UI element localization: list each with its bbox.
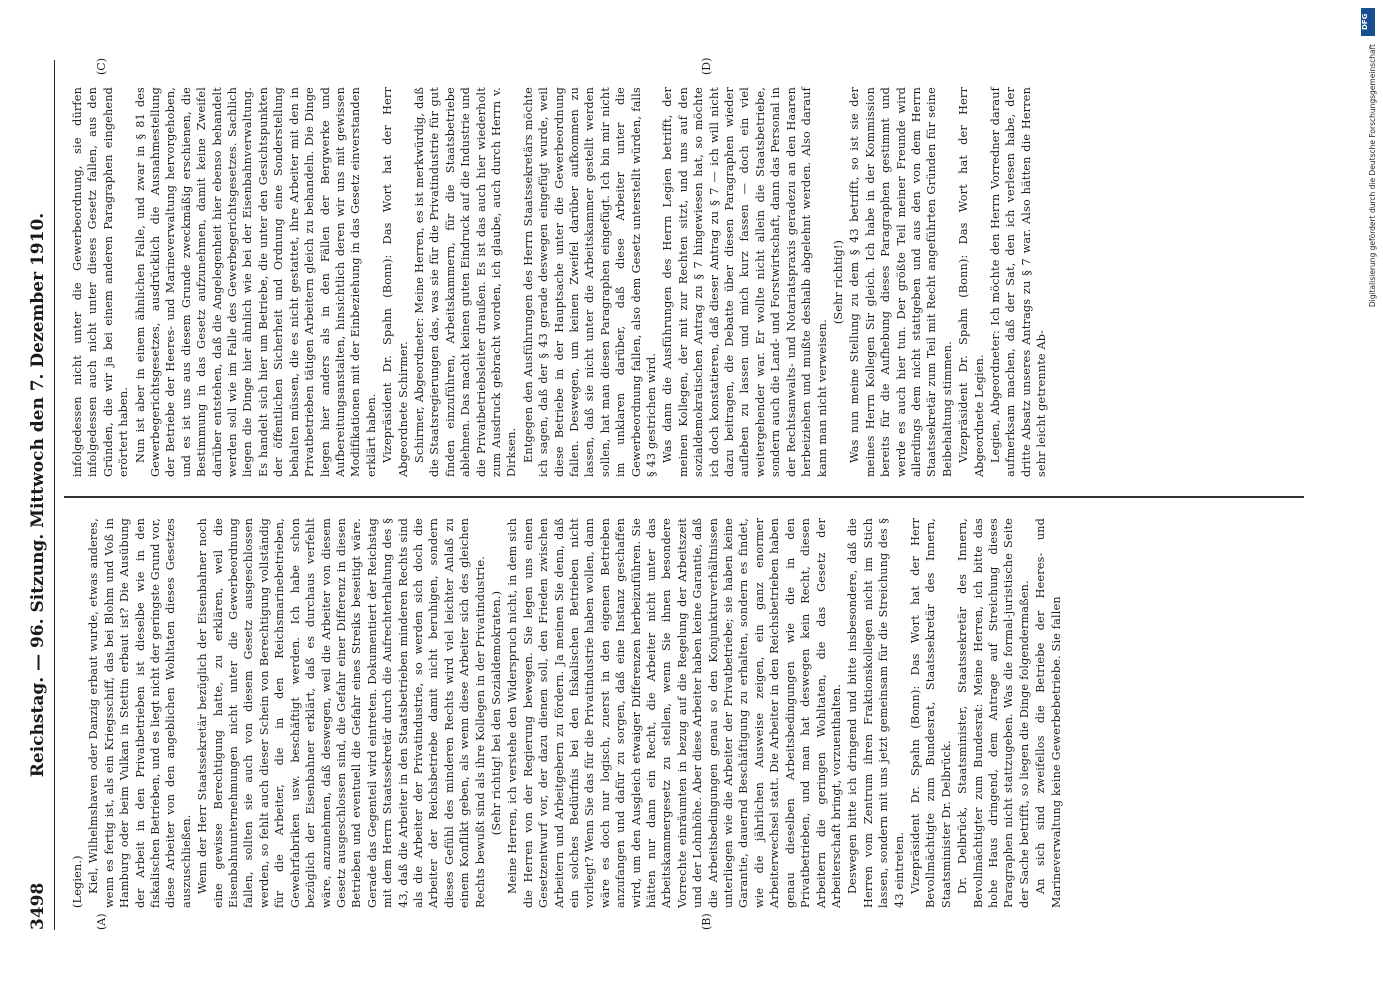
paragraph: Kiel, Wilhelmshaven oder Danzig erbaut wurde, etwas anderes, wenn es fertig ist, als ein Kriegsschiff, das bei Blohm und Voß in Hamburg oder beim Vulkan in Stettin erbaut ist? Die Ausübung der Arbeit in den Privatbetrieben ist dieselbe wie in den fiskalischen Betrieben, und es liegt nicht der geringste Grund vor, diese Arbeiter von den angeblichen Wohltaten dieses Gesetzes auszuschließen. <box>87 518 193 908</box>
paragraph: Vizepräsident Dr. Spahn (Bonn): Das Wort hat der Herr Abgeordnete Schirmer. <box>381 87 410 477</box>
paragraph: Wenn der Herr Staatssekretär bezüglich der Eisenbahner noch eine gewisse Berechtigung hatte, zu erklären, weil die Eisenbahnunternehmungen nicht unter die Gewerbeordnung fallen, sollten sie auch von diesem Gesetz ausgeschlossen werden, so fehlt auch dieser Schein von Berechtigung vollständig für die Arbeiter, die in den Reichsmarinebetrieben, Gewehrfabriken usw. beschäftigt werden. Ich habe schon bezüglich der Eisenbahner erklärt, daß es durchaus verfehlt wäre, anzunehmen, daß deswegen, weil die Arbeiter von diesem Gesetz ausgeschlossen sind, die Gefahr einer Differenz in diesen Betrieben und eventuell die Gefahr eines Streiks beseitigt wäre. Gerade das Gegenteil wird eintreten. Dokumentiert der Reichstag mit dem Herrn Staatssekretär durch die Aufrechterhaltung des § 43, daß die Arbeiter in den Staatsbetrieben minderen Rechts sind als die Arbeiter der Privatindustrie, so werden sich doch die Arbeiter der Reichsbetriebe damit nicht beruhigen, sondern dieses Gefühl des minderen Rechts wird viel leichter Anlaß zu einem Konflikt geben, als wenn diese Arbeiter sich des gleichen Rechts bewußt sind als ihre Kollegen in der Privatindustrie. <box>196 518 487 908</box>
margin-marker-c: (C) <box>95 58 108 75</box>
paragraph: Entgegen den Ausführungen des Herrn Staatssekretärs möchte ich sagen, daß der § 43 gerade deswegen eingefügt wurde, weil diese Betriebe in der Hauptsache unter die Gewerbeordnung fallen. Deswegen, um keinen Zweifel darüber aufkommen zu lassen, daß sie nicht unter die Arbeitskammer gestellt werden sollen, hat man diesen Paragraphen eingefügt. Ich bin mir nicht im unklaren darüber, daß diese Arbeiter unter die Gewerbeordnung fallen, also dem Gesetz unterstellt würden, falls § 43 gestrichen wird. <box>521 87 659 477</box>
paragraph: Legien, Abgeordneter: Ich möchte den Herrn Vorredner darauf aufmerksam machen, daß der Sat, den ich verlesen habe, der dritte Absatz unseres Antrags zu § 7 war. Also hätten die Herren sehr leicht getrennte Ab- <box>988 87 1049 477</box>
text-column-right <box>70 87 1051 477</box>
paragraph: Deswegen bitte ich dringend und bitte insbesondere, daß die Herren vom Zentrum ihren Fraktionskollegen nicht im Stich lassen, sondern mit uns jetzt gemeinsam für die Streichung des § 43 eintreten. <box>846 518 906 908</box>
paragraph: Was nun meine Stellung zu dem § 43 betrifft, so ist sie der meines Herrn Kollegen Sir gleich. Ich habe in der Kommission bereits für die Aufhebung dieses Paragraphen gestimmt und werde es auch hier tun. Der größte Teil meiner Freunde wird allerdings dem nicht stattgeben und aus den von dem Herrn Staatssekretär zum Teil mit Recht angeführten Gründen für seine Beibehaltung stimmen. <box>848 87 954 477</box>
page-title: Reichstag. — 96. Sitzung. Mittwoch den 7. Dezember 1910. <box>28 212 48 778</box>
interjection: (Sehr richtig!) <box>831 239 845 325</box>
paragraph: Nun ist aber in einem ähnlichen Falle, und zwar in § 81 des Gewerbegerichtsgesetzes, ausdrücklich die Ausnahmestellung der Betriebe der Heeres- und Marineverwaltung hervorgehoben, und es ist uns aus diesem Grunde zweckmäßig erschienen, die Bestimmung in das Gesetz aufzunehmen, damit keine Zweifel darüber entstehen, daß die Angelegenheit hier ebenso behandelt werden soll wie im Falle des Gewerbegerichtsgesetzes. Sachlich liegen die Dinge hier ähnlich wie bei der Eisenbahnverwaltung. Es handelt sich hier um Betriebe, die unter den Gesichtspunkten der öffentlichen Sicherheit und Ordnung eine Sonderstellung behalten müssen, die es nicht gestattet, ihre Arbeiter mit den in Privatbetrieben tätigen Arbeitern gleich zu behandeln. Die Dinge liegen hier anders als in den Fällen der Bergwerke und Aufbereitungsanstalten, hinsichtlich deren wir uns mit gewissen Modifikationen mit der Einbeziehung in das Gesetz einverstanden erklärt haben. <box>133 87 378 477</box>
paragraph: Vizepräsident Dr. Spahn (Bonn): Das Wort hat der Herr Bevollmächtigte zum Bundesrat, Staatssekretär des Innern, Staatsminister Dr. Delbrück. <box>908 518 953 908</box>
margin-marker-a: (A) <box>95 913 108 930</box>
margin-marker-b: (B) <box>700 913 713 930</box>
paragraph: Meine Herren, ich verstehe den Widerspruch nicht, in dem sich die Herren von der Regierung bewegen. Sie legen uns einen Gesetzentwurf vor, der dazu dienen soll, den Frieden zwischen Arbeitern und Arbeitgebern zu fördern. Ja meinen Sie denn, daß ein solches Bedürfnis bei den fiskalischen Betrieben nicht vorliegt? Wenn Sie das für die Privatindustrie haben wollen, dann wäre es doch nur logisch, zuerst in den eigenen Betrieben anzufangen und dafür zu sorgen, daß eine Instanz geschaffen wird, um den Ausgleich etwaiger Differenzen herbeizuführen. Sie hätten nur dann ein Recht, die Arbeiter nicht unter das Arbeitskammergesetz zu stellen, wenn Sie ihnen besondere Vorrechte einräumten in bezug auf die Regelung der Arbeitszeit und der Lohnhöhe. Aber diese Arbeiter haben keine Garantie, daß die Arbeitsbedingungen genau so den Konjunkturverhältnissen unterliegen wie die Arbeiter der Privatbetriebe; sie haben keine Garantie, dauernd Beschäftigung zu erhalten, sondern es findet, wie die jährlichen Ausweise zeigen, ein ganz enormer Arbeiterwechsel statt. Die Arbeiter in den Reichsbetrieben haben genau dieselben Arbeitsbedingungen wie die in den Privatbetrieben, und man hat deswegen kein Recht, diesen Arbeitern die geringen Wohltaten, die das Gesetz der Arbeiterschaft bringt, vorzuenthalten. <box>506 518 843 908</box>
paragraph: An sich sind zweifellos die Betriebe der Heeres- und Marineverwaltung keine Gewerbebetriebe. Sie fallen <box>1034 518 1063 908</box>
paragraph: Was dann die Ausführungen des Herrn Legien betrifft, der meinen Kollegen, der mit zur Rechten sitzt, und uns auf den sozialdemokratischen Antrag zu § 7 hingewiesen hat, so möchte ich doch konstatieren, daß dieser Antrag zu § 7 — ich will nicht dazu beitragen, die Debatte über diesen Paragraphen wieder aufleben zu lassen und mich kurz fassen — doch ein viel weitergehender war. Er wollte nicht allein die Staatsbetriebe, sondern auch die Land- und Forstwirtschaft, dann das Personal in der Rechtsanwalts- und Notariatspraxis geradezu an den Haaren herbeiziehen und mußte deshalb abgelehnt werden. Also darauf kann man nicht verweisen. <box>661 87 829 477</box>
interjection: (Sehr richtig! bei den Sozialdemokraten.) <box>489 590 503 836</box>
dfg-logo: DFG <box>1361 8 1375 36</box>
paragraph: Dr. Delbrück, Staatsminister, Staatssekretär des Innern, Bevollmächtigter zum Bundesrat: Meine Herren, ich bitte das hohe Haus dringend, dem Antrage auf Streichung dieses Paragraphen nicht stattzugeben. Was die formal-juristische Seite der Sache betrifft, so liegen die Dinge folgendermaßen. <box>956 518 1031 908</box>
page-header <box>20 60 55 930</box>
paragraph: infolgedessen nicht unter die Gewerbeordnung, sie dürfen infolgedessen auch nicht unter dieses Gesetz fallen, aus den Gründen, die wir ja bei einem anderen Paragraphen eingehend erörtert haben. <box>71 87 131 477</box>
speaker-continuation: (Legien.) <box>71 855 84 908</box>
digitization-note: Digitalisierung gefördert durch die Deutsche Forschungsgemeinschaft <box>1368 44 1377 308</box>
paragraph: Schirmer, Abgeordneter: Meine Herren, es ist merkwürdig, daß die Staatsregierungen das, was sie für die Privatindustrie für gut finden einzuführen, Arbeitskammern, für die Staatsbetriebe ablehnen. Das macht keinen guten Eindruck auf die Industrie und die Privatbetriebsleiter draußen. Es ist das auch hier wiederholt zum Ausdruck gebracht worden, ich glaube, auch durch Herrn v. Dirksen. <box>412 87 519 477</box>
paragraph: Vizepräsident Dr. Spahn (Bonn): Das Wort hat der Herr Abgeordnete Legien. <box>957 87 986 477</box>
column-divider <box>64 497 1304 499</box>
page-number: 3498 <box>28 882 48 930</box>
margin-marker-d: (D) <box>700 57 713 75</box>
text-column-left <box>70 518 1065 908</box>
